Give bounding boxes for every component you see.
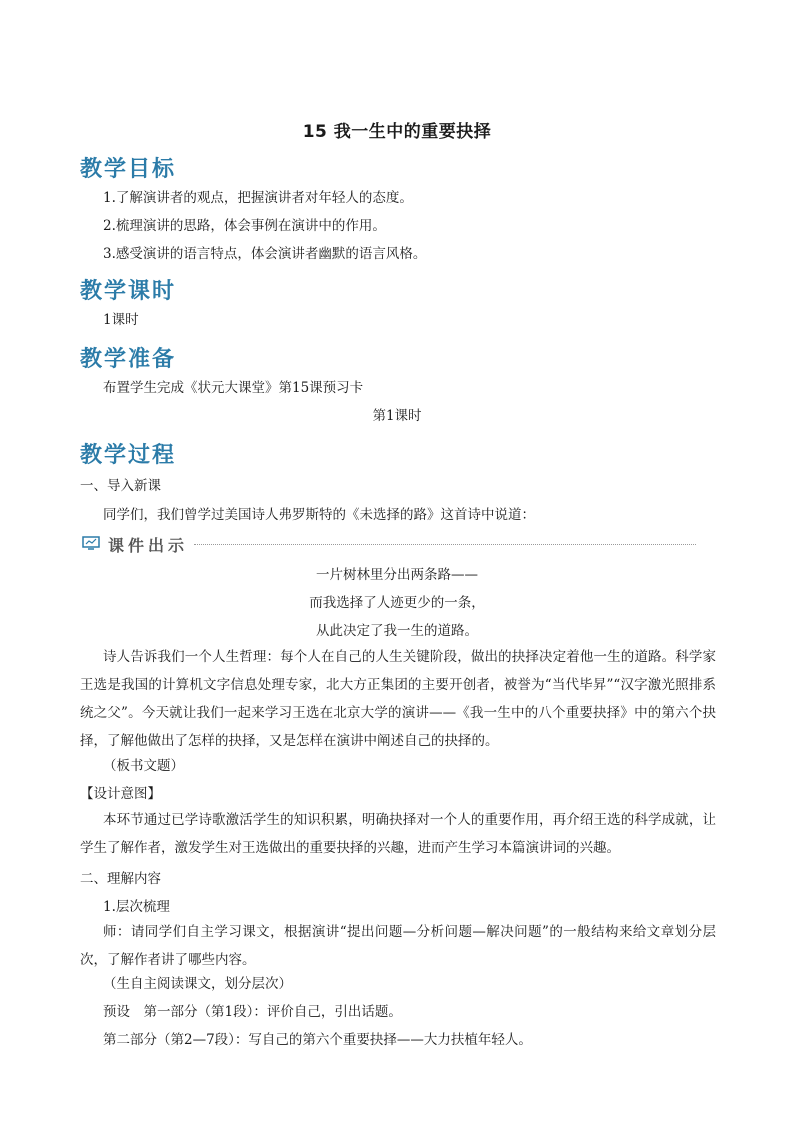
dotted-divider xyxy=(194,544,696,545)
part2-title: 二、理解内容 xyxy=(80,871,161,887)
courseware-label: 课件出示 xyxy=(108,536,189,555)
goal-item: 2.梳理演讲的思路，体会事例在演讲中的作用。 xyxy=(103,218,386,234)
section-heading-prep: 教学准备 xyxy=(80,347,177,372)
preset-line: 预设 第一部分（第1段）：评价自己，引出话题。 xyxy=(103,1004,402,1020)
session-label: 第1课时 xyxy=(372,408,422,424)
monitor-icon xyxy=(82,536,100,550)
goal-item: 3.感受演讲的语言特点，体会演讲者幽默的语言风格。 xyxy=(103,246,427,262)
part-two-line: 第二部分（第2—7段）：写自己的第六个重要抉择——大力扶植年轻人。 xyxy=(103,1032,532,1048)
section-heading-goals: 教学目标 xyxy=(80,157,177,182)
section-heading-hours: 教学课时 xyxy=(80,279,177,304)
main-paragraph: 诗人告诉我们一个人生哲理：每个人在自己的人生关键阶段，做出的抉择决定着他一生的道路。科学家王选是我国的计算机文字信息处理专家，北大方正集团的主要开创者，被誉为“当代毕昇”“汉字激光照排系统之父”。今天就让我们一起来学习王选在北京大学的演讲——《我一生中的八个重要抉择》中的第六个抉择，了解他做出了怎样的抉择，又是怎样在演讲中阐述自己的抉择的。 xyxy=(80,649,716,749)
student-note: （生自主阅读课文，划分层次） xyxy=(103,976,292,992)
courseware-banner xyxy=(82,532,696,556)
prep-value: 布置学生完成《状元大课堂》第15课预习卡 xyxy=(103,380,364,396)
intro-line: 同学们，我们曾学过美国诗人弗罗斯特的《未选择的路》这首诗中说道： xyxy=(103,507,535,523)
sub-heading: 1.层次梳理 xyxy=(103,899,170,915)
poem-line: 从此决定了我一生的道路。 xyxy=(316,623,478,639)
section-heading-process: 教学过程 xyxy=(80,443,177,468)
design-label: 【设计意图】 xyxy=(80,786,161,802)
goal-item: 1.了解演讲者的观点，把握演讲者对年轻人的态度。 xyxy=(103,190,413,206)
page-title: 15 我一生中的重要抉择 xyxy=(302,122,492,142)
part1-title: 一、导入新课 xyxy=(80,478,161,494)
hours-value: 1课时 xyxy=(103,312,139,328)
poem-line: 一片树林里分出两条路—— xyxy=(316,567,478,583)
teacher-paragraph: 师：请同学们自主学习课文，根据演讲“提出问题—分析问题—解决问题”的一般结构来给文章划分层次，了解作者讲了哪些内容。 xyxy=(80,924,716,968)
design-paragraph: 本环节通过已学诗歌激活学生的知识积累，明确抉择对一个人的重要作用，再介绍王选的科学成就，让学生了解作者，激发学生对王选做出的重要抉择的兴趣，进而产生学习本篇演讲词的兴趣。 xyxy=(80,812,716,856)
poem-line: 而我选择了人迹更少的一条， xyxy=(309,595,485,611)
board-note: （板书文题） xyxy=(103,758,184,774)
